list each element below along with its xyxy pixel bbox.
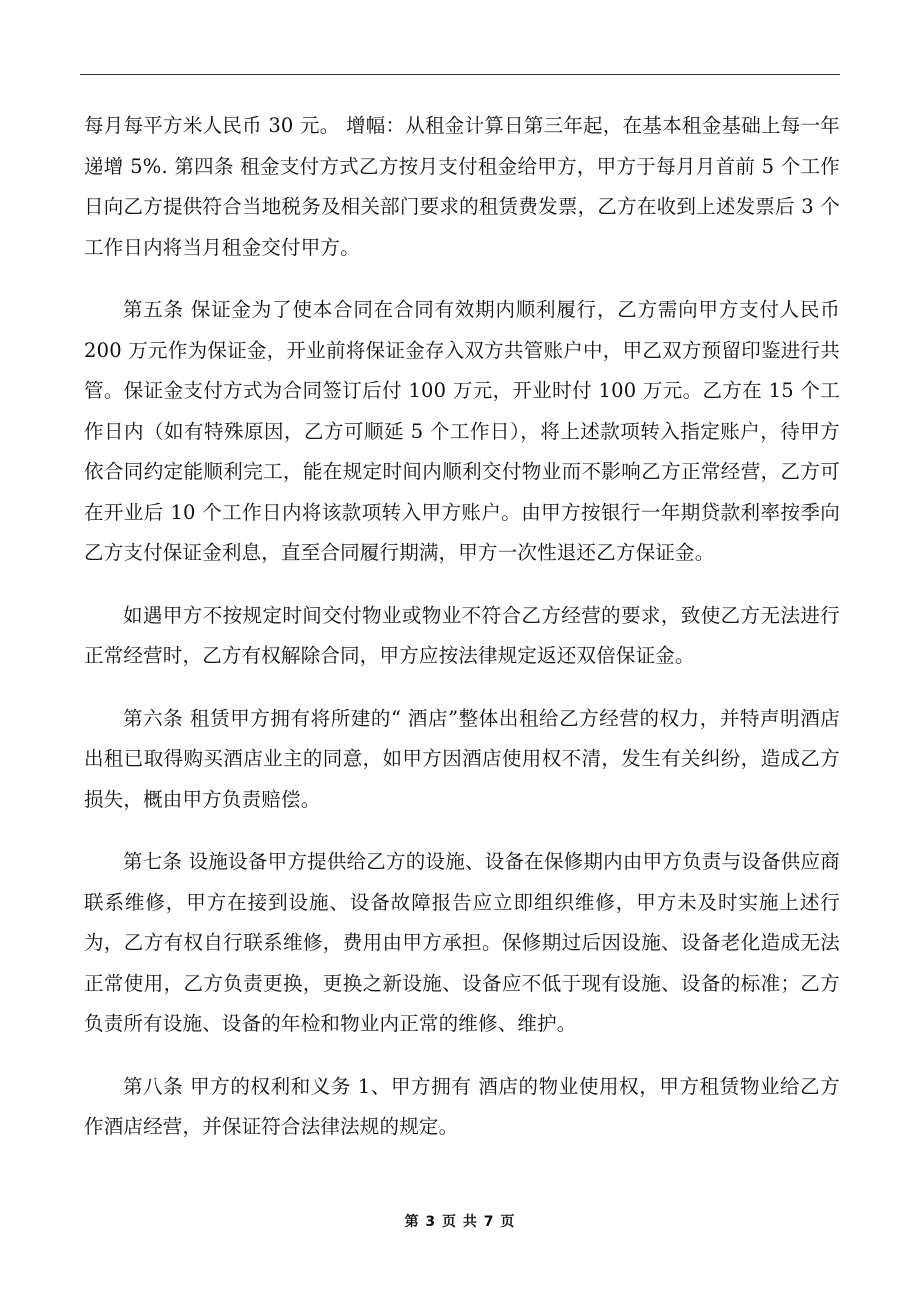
- header-rule: [80, 74, 840, 75]
- paragraph-article-6-lease: 第六条 租赁甲方拥有将所建的“ 酒店”整体出租给乙方经营的权力，并特声明酒店出租已取得购买酒店业主的同意，如甲方因酒店使用权不清，发生有关纠纷，造成乙方损失，概由甲方负责赔偿。: [84, 706, 840, 811]
- paragraph-article-5-deposit: 第五条 保证金为了使本合同在合同有效期内顺利履行，乙方需向甲方支付人民币 200 万元作为保证金，开业前将保证金存入双方共管账户中，甲乙双方预留印鉴进行共管。保证金支付方式为合同签订后付 100 万元，开业时付 100 万元。乙方在 15 个工作日内（如有特殊原因，乙方可顺延 5 个工作日），将上述款项转入指定账户，待甲方依合同约定能顺利完工，能在规定时间内顺利交付物业而不影响乙方正常经营，乙方可在开业后 10 个工作日内将该款项转入甲方账户。由甲方按银行一年期贷款利率按季向乙方支付保证金利息，直至合同履行期满，甲方一次性退还乙方保证金。: [84, 298, 840, 564]
- paragraph-deposit-breach: 如遇甲方不按规定时间交付物业或物业不符合乙方经营的要求，致使乙方无法进行正常经营时，乙方有权解除合同，甲方应按法律规定返还双倍保证金。: [84, 603, 840, 667]
- paragraph-article-7-facilities: 第七条 设施设备甲方提供给乙方的设施、设备在保修期内由甲方负责与设备供应商联系维修，甲方在接到设施、设备故障报告应立即组织维修，甲方未及时实施上述行为，乙方有权自行联系维修，费用由甲方承担。保修期过后因设施、设备老化造成无法正常使用，乙方负责更换，更换之新设施、设备应不低于现有设施、设备的标准；乙方负责所有设施、设备的年检和物业内正常的维修、维护。: [84, 850, 840, 1035]
- page-number-footer: 第 3 页 共 7 页: [404, 1214, 516, 1230]
- paragraph-rent-payment: 每月每平方米人民币 30 元。 增幅：从租金计算日第三年起，在基本租金基础上每一年递增 5%. 第四条 租金支付方式乙方按月支付租金给甲方，甲方于每月月首前 5 个工作日向乙方提供符合当地税务及相关部门要求的租赁费发票，乙方在收到上述发票后 3 个工作日内将当月租金交付甲方。: [84, 114, 840, 259]
- document-body: [84, 106, 840, 1170]
- paragraph-article-8-rights: 第八条 甲方的权利和义务 1、甲方拥有 酒店的物业使用权，甲方租赁物业给乙方作酒店经营，并保证符合法律法规的规定。: [84, 1074, 840, 1138]
